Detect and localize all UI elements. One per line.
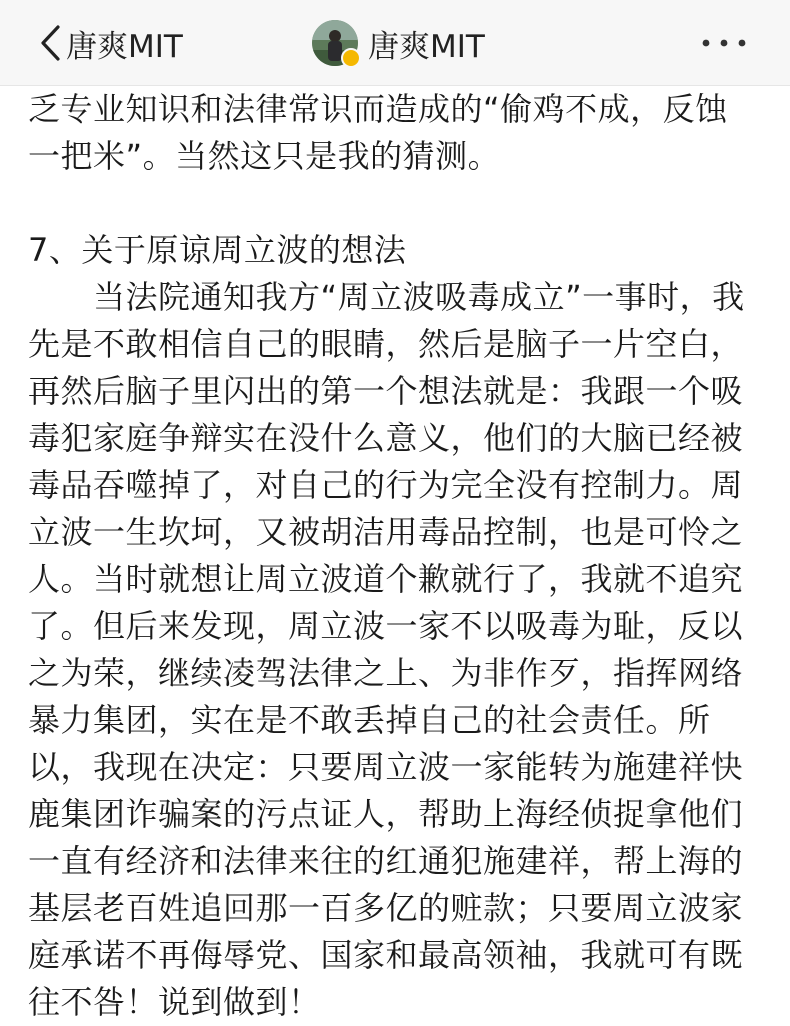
- avatar[interactable]: [312, 20, 358, 66]
- text-line: 基层老百姓追回那一百多亿的赃款；只要周立波家: [28, 889, 744, 927]
- back-button[interactable]: [38, 18, 183, 68]
- navigation-bar: [0, 0, 790, 86]
- chevron-left-icon: [38, 23, 62, 63]
- text-line: 之为荣，继续凌驾法律之上、为非作歹，指挥网络: [28, 654, 744, 692]
- more-options-icon[interactable]: [700, 30, 748, 56]
- text-line: 毒品吞噬掉了，对自己的行为完全没有控制力。周: [28, 466, 744, 504]
- text-line: 一直有经济和法律来往的红通犯施建祥，帮上海的: [28, 842, 744, 880]
- text-line: 庭承诺不再侮辱党、国家和最高领袖，我就可有既: [28, 936, 744, 974]
- paragraph-spacer: [28, 180, 768, 227]
- page-title: 唐爽MIT: [368, 28, 485, 65]
- text-line: 以，我现在决定：只要周立波一家能转为施建祥快: [28, 748, 744, 786]
- text-line: 先是不敢相信自己的眼睛，然后是脑子一片空白，: [28, 325, 744, 363]
- text-line: 再然后脑子里闪出的第一个想法就是：我跟一个吸: [28, 372, 744, 410]
- text-line: 一把米”。当然这只是我的猜测。: [28, 137, 501, 175]
- text-line: 立波一生坎坷，又被胡洁用毒品控制，也是可怜之: [28, 513, 744, 551]
- text-line: 当法院通知我方“周立波吸毒成立”一事时，我: [28, 278, 745, 316]
- text-line: 人。当时就想让周立波道个歉就行了，我就不追究: [28, 560, 744, 598]
- profile-header[interactable]: [312, 16, 485, 70]
- text-line: 毒犯家庭争辩实在没什么意义，他们的大脑已经被: [28, 419, 744, 457]
- text-line: 暴力集团，实在是不敢丢掉自己的社会责任。所: [28, 701, 711, 739]
- article-body: [28, 86, 768, 1026]
- text-line: 乏专业知识和法律常识而造成的“偷鸡不成，反蚀: [28, 90, 728, 128]
- text-line: 了。但后来发现，周立波一家不以吸毒为耻，反以: [28, 607, 744, 645]
- text-line: 往不咎！说到做到！: [28, 983, 321, 1021]
- text-line: 7、关于原谅周立波的想法: [28, 231, 407, 269]
- text-line: 鹿集团诈骗案的污点证人，帮助上海经侦捉拿他们: [28, 795, 744, 833]
- back-label: 唐爽MIT: [66, 28, 183, 65]
- verified-badge-icon: [341, 48, 361, 68]
